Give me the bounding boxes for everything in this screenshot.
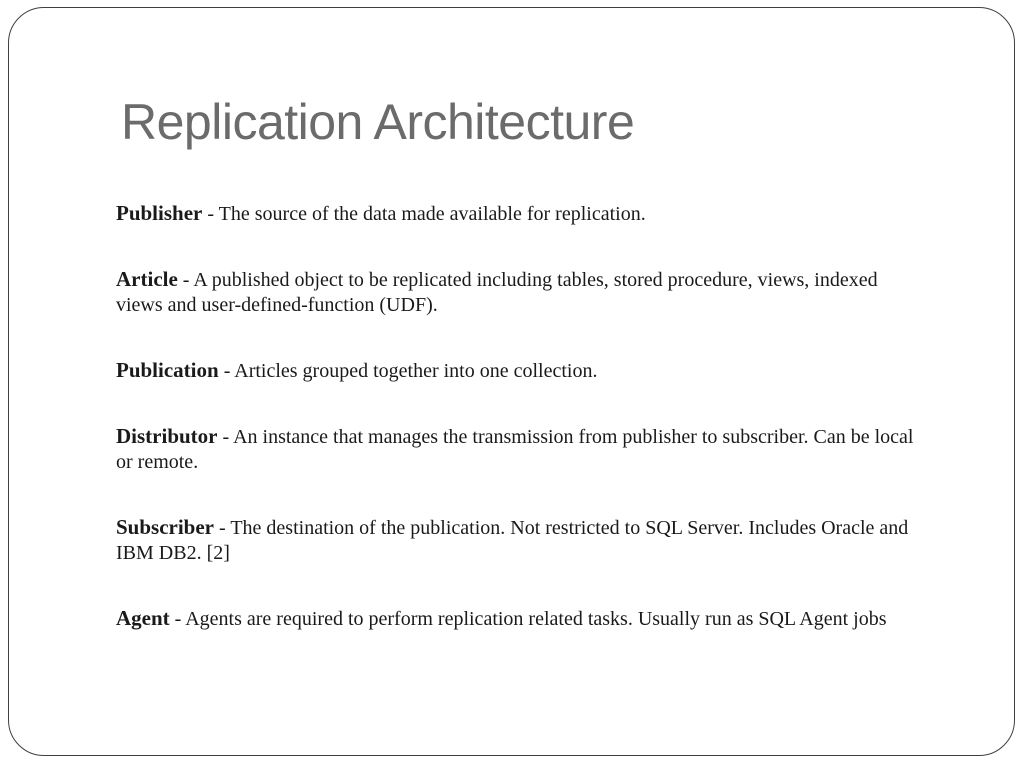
term-article: Article [116, 267, 178, 291]
term-separator: - [169, 608, 186, 630]
definition-text-distributor: An instance that manages the transmission from publisher to subscriber. Can be local or remote. [116, 426, 914, 473]
definition-article [116, 267, 916, 318]
term-publication: Publication [116, 358, 219, 382]
slide-title: Replication Architecture [121, 94, 635, 150]
definition-text-publisher: The source of the data made available for replication. [218, 203, 646, 225]
term-separator: - [177, 269, 194, 291]
term-separator: - [214, 517, 231, 539]
term-agent: Agent [116, 606, 170, 630]
definition-text-article: A published object to be replicated including tables, stored procedure, views, indexed views and user-defined-function (UDF). [116, 269, 878, 316]
definition-text-publication: Articles grouped together into one collection. [234, 360, 598, 382]
slide-frame [8, 7, 1015, 756]
definition-publication [116, 358, 916, 384]
term-subscriber: Subscriber [116, 515, 215, 539]
term-publisher: Publisher [116, 201, 203, 225]
definition-agent [116, 606, 916, 632]
term-separator: - [218, 360, 235, 382]
definition-text-agent: Agents are required to perform replication related tasks. Usually run as SQL Agent jobs [185, 608, 887, 630]
definition-list [116, 201, 916, 672]
term-separator: - [217, 426, 234, 448]
definition-publisher [116, 201, 916, 227]
term-distributor: Distributor [116, 424, 218, 448]
definition-text-subscriber: The destination of the publication. Not restricted to SQL Server. Includes Oracle and IBM DB2. [2] [116, 517, 909, 564]
definition-distributor [116, 424, 916, 475]
term-separator: - [202, 203, 219, 225]
definition-subscriber [116, 515, 916, 566]
